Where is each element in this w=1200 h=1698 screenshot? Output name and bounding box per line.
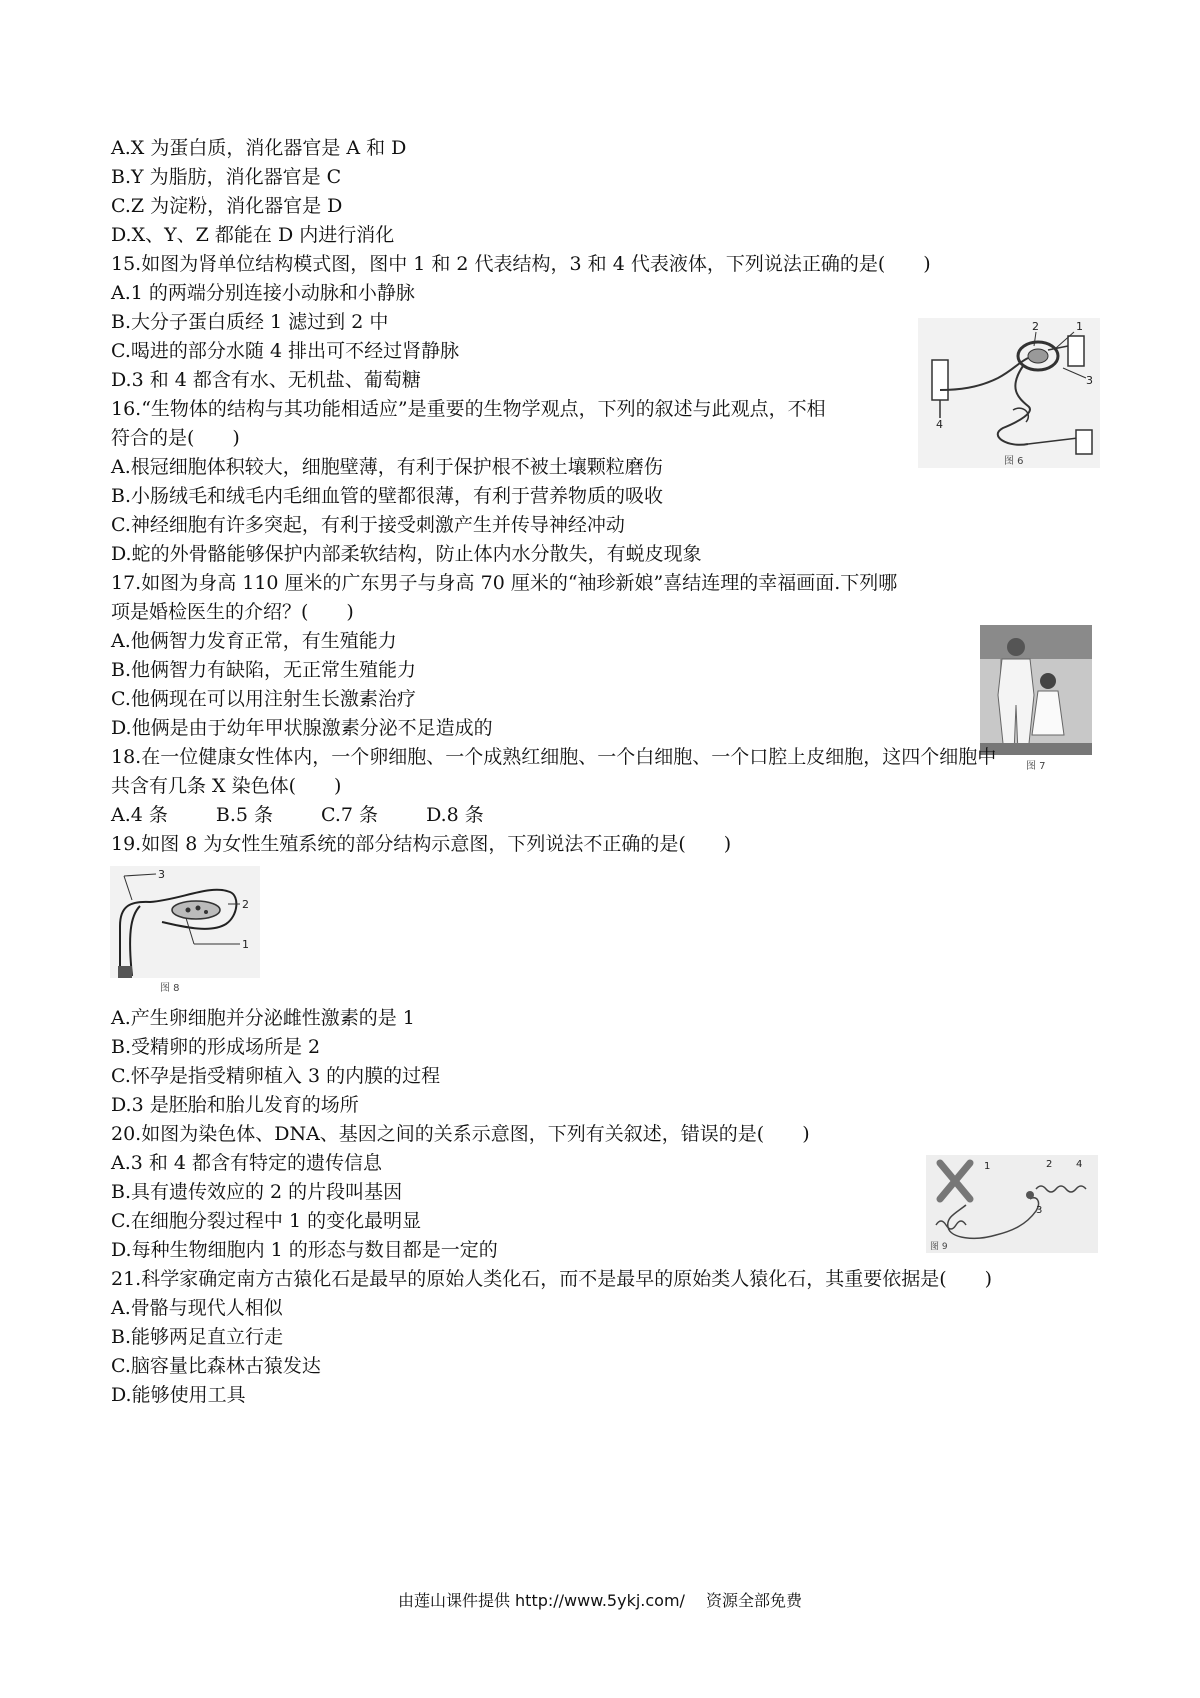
q16-stem-line2: 符合的是( ) — [111, 427, 240, 449]
q16-option-c: C.神经细胞有许多突起，有利于接受刺激产生并传导神经冲动 — [111, 514, 625, 536]
nephron-label-3: 3 — [1086, 374, 1093, 387]
q19-option-c: C.怀孕是指受精卵植入 3 的内膜的过程 — [111, 1065, 441, 1087]
nephron-label-4: 4 — [936, 418, 943, 431]
nephron-label-2: 2 — [1032, 320, 1039, 333]
chromosome-dna-figure — [926, 1155, 1098, 1253]
female-reproductive-figure — [110, 866, 260, 998]
figure-8-caption: 图 8 — [160, 983, 180, 994]
q15-option-a: A.1 的两端分别连接小动脉和小静脉 — [111, 282, 415, 304]
chromosome-label-1: 1 — [984, 1161, 991, 1172]
q16-stem-line1: 16.“生物体的结构与其功能相适应”是重要的生物学观点，下列的叙述与此观点，不相 — [111, 398, 826, 420]
nephron-label-1: 1 — [1076, 320, 1083, 333]
q20-option-a: A.3 和 4 都含有特定的遗传信息 — [111, 1152, 383, 1174]
q18-option-c: C.7 条 — [321, 804, 379, 826]
q19-option-b: B.受精卵的形成场所是 2 — [111, 1036, 321, 1058]
q21-stem: 21.科学家确定南方古猿化石是最早的原始人类化石，而不是最早的原始类人猿化石，其重要依据是( ) — [111, 1268, 993, 1290]
q15-option-c: C.喝进的部分水随 4 排出可不经过肾静脉 — [111, 340, 460, 362]
q18-stem-line2: 共含有几条 X 染色体( ) — [111, 775, 342, 797]
q19-option-a: A.产生卵细胞并分泌雌性激素的是 1 — [111, 1007, 415, 1029]
page-footer: 由莲山课件提供 http://www.5ykj.com/ 资源全部免费 — [397, 1591, 803, 1610]
q16-option-b: B.小肠绒毛和绒毛内毛细血管的壁都很薄，有利于营养物质的吸收 — [111, 485, 664, 507]
q15-option-b: B.大分子蛋白质经 1 滤过到 2 中 — [111, 311, 389, 333]
figure-6-caption: 图 6 — [1004, 456, 1024, 467]
q17-option-c: C.他俩现在可以用注射生长激素治疗 — [111, 688, 416, 710]
bride-figure — [1032, 691, 1064, 735]
q17-stem-line1: 17.如图为身高 110 厘米的广东男子与身高 70 厘米的“袖珍新娘”喜结连理的幸福画面.下列哪 — [111, 572, 898, 594]
q15-stem: 15.如图为肾单位结构模式图，图中 1 和 2 代表结构，3 和 4 代表液体，下列说法正确的是( ) — [111, 253, 931, 275]
q14-option-c: C.Z 为淀粉，消化器官是 D — [111, 195, 343, 217]
q18-option-a: A.4 条 — [111, 804, 168, 826]
q17-option-d: D.他俩是由于幼年甲状腺激素分泌不足造成的 — [111, 717, 493, 739]
reproductive-label-1: 1 — [242, 938, 249, 951]
q16-option-d: D.蛇的外骨骼能够保护内部柔软结构，防止体内水分散失，有蜕皮现象 — [111, 543, 702, 565]
q21-option-a: A.骨骼与现代人相似 — [111, 1297, 283, 1319]
q20-option-b: B.具有遗传效应的 2 的片段叫基因 — [111, 1181, 403, 1203]
bride-head — [1040, 673, 1056, 689]
q20-option-c: C.在细胞分裂过程中 1 的变化最明显 — [111, 1210, 422, 1232]
q19-option-d: D.3 是胚胎和胎儿发育的场所 — [111, 1094, 359, 1116]
chromosome-label-2: 2 — [1046, 1159, 1053, 1170]
q17-stem-line2: 项是婚检医生的介绍？( ) — [111, 601, 354, 623]
wedding-photo — [980, 625, 1092, 773]
q18-option-b: B.5 条 — [215, 804, 274, 826]
chromosome-label-3: 3 — [1036, 1205, 1043, 1216]
reproductive-label-3: 3 — [158, 868, 165, 881]
q20-option-d: D.每种生物细胞内 1 的形态与数目都是一定的 — [111, 1239, 498, 1261]
groom-head — [1007, 638, 1025, 656]
figure-7-caption: 图 7 — [1026, 761, 1046, 772]
q17-option-a: A.他俩智力发育正常，有生殖能力 — [111, 630, 397, 652]
q16-option-a: A.根冠细胞体积较大，细胞壁薄，有利于保护根不被土壤颗粒磨伤 — [111, 456, 663, 478]
q18-options — [111, 802, 532, 828]
figure-9-caption: 图 9 — [930, 1242, 948, 1252]
q14-option-d: D.X、Y、Z 都能在 D 内进行消化 — [111, 224, 395, 246]
collecting-tube — [932, 360, 948, 400]
q21-option-c: C.脑容量比森林古猿发达 — [111, 1355, 321, 1377]
q17-option-b: B.他俩智力有缺陷，无正常生殖能力 — [111, 659, 417, 681]
reproductive-label-2: 2 — [242, 898, 249, 911]
ovary — [172, 901, 220, 919]
q14-option-b: B.Y 为脂肪，消化器官是 C — [111, 166, 342, 188]
q15-option-d: D.3 和 4 都含有水、无机盐、葡萄糖 — [111, 369, 421, 391]
nephron-figure — [918, 318, 1100, 468]
q21-option-d: D.能够使用工具 — [111, 1384, 246, 1406]
chromosome-label-4: 4 — [1076, 1159, 1083, 1170]
q18-stem-line1: 18.在一位健康女性体内，一个卵细胞、一个成熟红细胞、一个白细胞、一个口腔上皮细胞，这四个细胞中 — [111, 746, 997, 768]
q21-option-b: B.能够两足直立行走 — [111, 1326, 284, 1348]
q19-stem: 19.如图 8 为女性生殖系统的部分结构示意图，下列说法不正确的是( ) — [111, 833, 732, 855]
q14-option-a: A.X 为蛋白质，消化器官是 A 和 D — [111, 137, 407, 159]
q18-option-d: D.8 条 — [426, 804, 484, 826]
q20-stem: 20.如图为染色体、DNA、基因之间的关系示意图，下列有关叙述，错误的是( ) — [111, 1123, 810, 1145]
glomerulus — [1028, 349, 1048, 363]
